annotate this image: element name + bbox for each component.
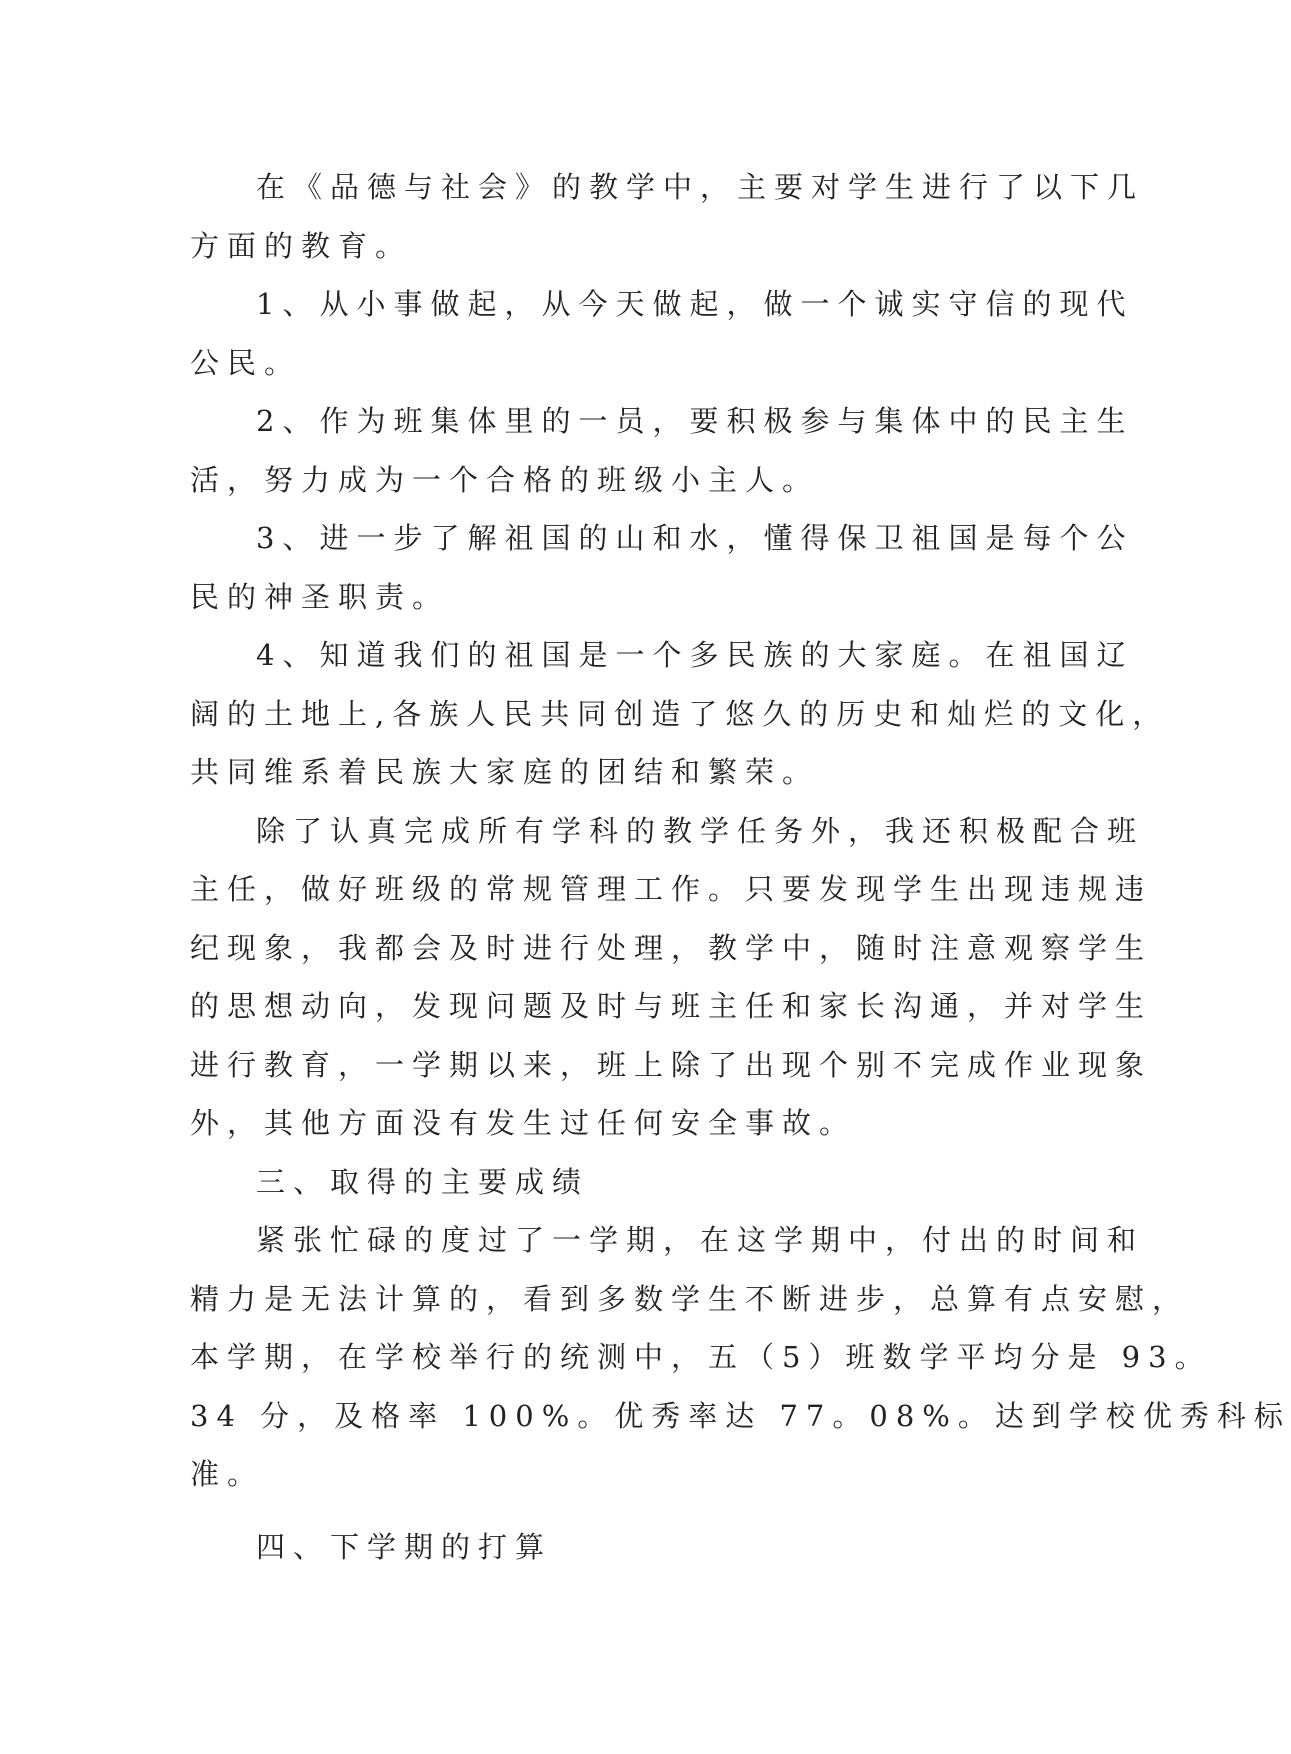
paragraph-heading-3: [190, 1153, 1060, 1212]
text-line: 共同维系着民族大家庭的团结和繁荣。: [190, 755, 820, 789]
text-line: 进行教育，一学期以来，班上除了出现个别不完成作业现象: [190, 1047, 1153, 1082]
text-line: 外，其他方面没有发生过任何安全事故。: [190, 1106, 857, 1140]
text-line: 2、作为班集体里的一员，要积极参与集体中的民主生: [256, 404, 1134, 438]
paragraph-achievements: [190, 1211, 1291, 1504]
text-line: 34 分，及格率 100%。优秀率达 77。08%。达到学校优秀科标: [190, 1398, 1291, 1433]
text-line: 本学期，在学校举行的统测中，五（5）班数学平均分是 93。: [190, 1340, 1212, 1374]
text-line: 主任，做好班级的常规管理工作。只要发现学生出现违规违: [190, 872, 1153, 906]
text-line: 纪现象，我都会及时进行处理，教学中，随时注意观察学生: [190, 930, 1153, 965]
text-line: 民的神圣职责。: [190, 579, 450, 614]
paragraph-item-3: [190, 509, 1134, 626]
text-line: 在《品德与社会》的教学中，主要对学生进行了以下几: [256, 170, 1145, 204]
paragraph-heading-4: [190, 1518, 1060, 1577]
paragraph-item-1: [190, 275, 1134, 392]
text-line: 4、知道我们的祖国是一个多民族的大家庭。在祖国辽: [256, 638, 1134, 672]
text-line: 公民。: [190, 345, 302, 380]
text-line: 准。: [190, 1457, 265, 1491]
text-line: 除了认真完成所有学科的教学任务外，我还积极配合班: [256, 813, 1145, 848]
paragraph-item-4: [190, 626, 1170, 802]
text-line: 精力是无法计算的，看到多数学生不断进步，总算有点安慰，: [190, 1281, 1190, 1316]
text-line: 方面的教育。: [190, 228, 413, 263]
paragraph-intro: [190, 158, 1145, 275]
text-line: 阔的土地上,各族人民共同创造了悠久的历史和灿烂的文化，: [190, 696, 1170, 731]
paragraph-item-2: [190, 392, 1134, 509]
text-line: 四、下学期的打算: [256, 1529, 553, 1564]
text-line: 紧张忙碌的度过了一学期，在这学期中，付出的时间和: [256, 1223, 1145, 1257]
text-line: 1、从小事做起，从今天做起，做一个诚实守信的现代: [256, 287, 1134, 321]
text-line: 3、进一步了解祖国的山和水，懂得保卫祖国是每个公: [256, 521, 1134, 555]
paragraph-management: [190, 802, 1153, 1153]
text-line: 三、取得的主要成绩: [256, 1164, 590, 1199]
text-line: 活，努力成为一个合格的班级小主人。: [190, 462, 820, 497]
document-body: [190, 158, 1291, 1576]
text-line: 的思想动向，发现问题及时与班主任和家长沟通，并对学生: [190, 989, 1153, 1023]
